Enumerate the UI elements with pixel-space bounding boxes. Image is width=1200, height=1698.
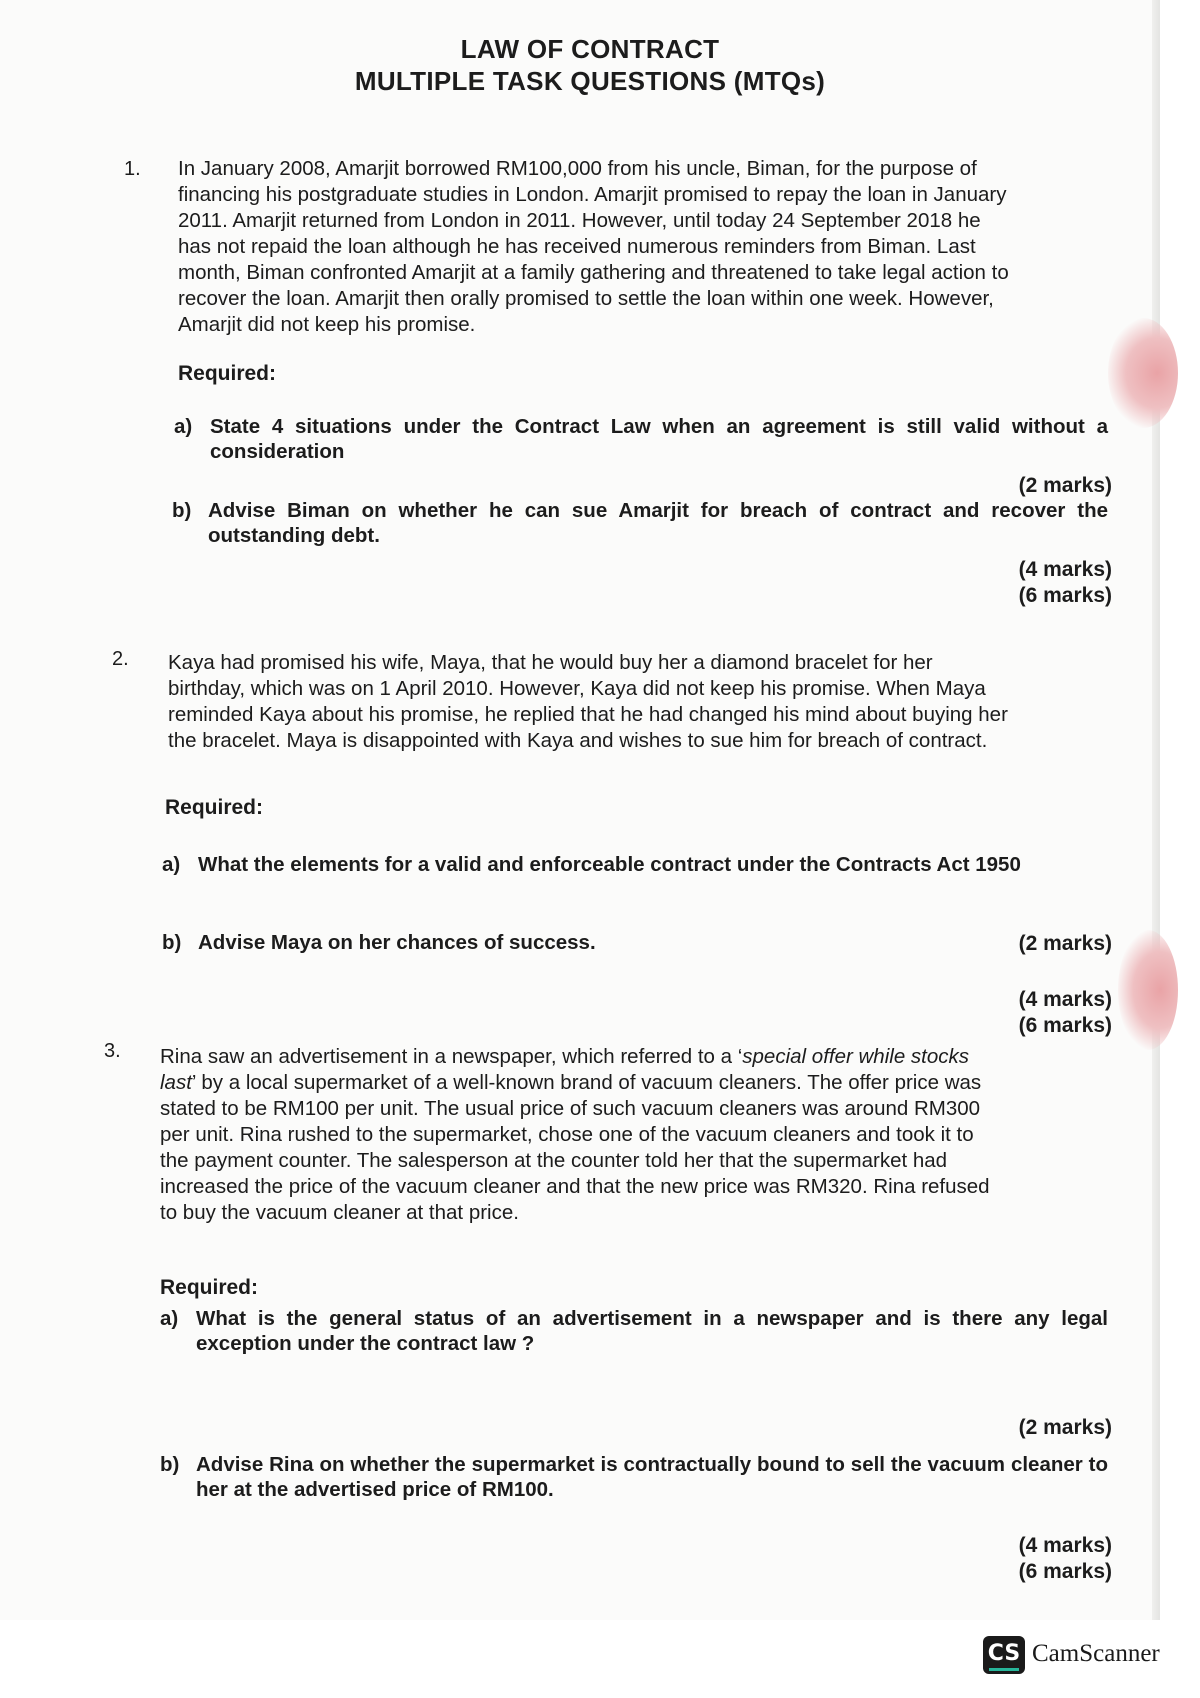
paragraph-line: reminded Kaya about his promise, he replied that he had changed his mind about buying her bbox=[168, 703, 1008, 726]
paragraph-line: the bracelet. Maya is disappointed with Kaya and wishes to sue him for breach of contract. bbox=[168, 729, 988, 752]
paragraph-line: has not repaid the loan although he has received numerous reminders from Biman. Last bbox=[178, 235, 976, 258]
question-part bbox=[160, 1452, 1108, 1504]
question-part bbox=[162, 852, 1108, 904]
question-part bbox=[172, 498, 1108, 550]
question-part bbox=[174, 414, 1108, 466]
finger-smudge bbox=[1118, 930, 1178, 1050]
paragraph-line: Amarjit did not keep his promise. bbox=[178, 313, 476, 336]
paragraph-text: Rina saw an advertisement in a newspaper, which referred to a ‘ bbox=[160, 1045, 743, 1068]
quoted-offer-text: last bbox=[160, 1071, 192, 1094]
question-number: 1. bbox=[124, 158, 141, 180]
paragraph-line bbox=[160, 1070, 1108, 1096]
part-marks: (4 marks) bbox=[1018, 988, 1112, 1011]
quoted-offer-text: special offer while stocks bbox=[742, 1045, 970, 1068]
part-text: Advise Rina on whether the supermarket is contractually bound to sell the vacuum cleaner to her at the advertised price of RM100. bbox=[196, 1453, 1108, 1501]
paragraph-line: the payment counter. The salesperson at the counter told her that the supermarket had bbox=[160, 1149, 948, 1172]
paragraph-line: increased the price of the vacuum cleaner and that the new price was RM320. Rina refused bbox=[160, 1175, 990, 1198]
part-letter: a) bbox=[162, 853, 181, 876]
paragraph-line: to buy the vacuum cleaner at that price. bbox=[160, 1201, 519, 1224]
part-marks: (4 marks) bbox=[1018, 1534, 1112, 1557]
question-part bbox=[160, 1306, 1108, 1358]
required-label: Required: bbox=[160, 1276, 259, 1299]
part-text: What the elements for a valid and enforceable contract under the Contracts Act 1950 bbox=[198, 853, 1021, 876]
paragraph-line: recover the loan. Amarjit then orally promised to settle the loan within one week. However, bbox=[178, 287, 994, 310]
question-paragraph bbox=[168, 650, 1108, 754]
part-text: Advise Maya on her chances of success. bbox=[198, 931, 596, 954]
document-title: LAW OF CONTRACT bbox=[460, 34, 720, 64]
required-label: Required: bbox=[178, 362, 277, 385]
camscanner-watermark: CamScanner bbox=[1032, 1640, 1160, 1667]
part-text: What is the general status of an advertisement in a newspaper and is there any legal exception under the contract law ? bbox=[196, 1307, 1108, 1355]
part-text: State 4 situations under the Contract Law when an agreement is still valid without a consideration bbox=[210, 415, 1108, 463]
paragraph-line: In January 2008, Amarjit borrowed RM100,000 from his uncle, Biman, for the purpose of bbox=[178, 157, 977, 180]
paragraph-text: ’ by a local supermarket of a well-known brand of vacuum cleaners. The offer price was bbox=[191, 1071, 982, 1094]
total-marks: (6 marks) bbox=[1018, 584, 1112, 607]
question-paragraph bbox=[178, 156, 1108, 338]
paragraph-line: birthday, which was on 1 April 2010. However, Kaya did not keep his promise. When Maya bbox=[168, 677, 986, 700]
part-letter: b) bbox=[160, 1453, 180, 1476]
paragraph-line: per unit. Rina rushed to the supermarket, chose one of the vacuum cleaners and took it to bbox=[160, 1123, 974, 1146]
question-part bbox=[162, 930, 902, 958]
paragraph-line: financing his postgraduate studies in London. Amarjit promised to repay the loan in January bbox=[178, 183, 1007, 206]
question-number: 2. bbox=[112, 648, 129, 670]
part-text: Advise Biman on whether he can sue Amarjit for breach of contract and recover the outstanding debt. bbox=[208, 499, 1108, 547]
part-marks: (2 marks) bbox=[1018, 474, 1112, 497]
document-subtitle: MULTIPLE TASK QUESTIONS (MTQs) bbox=[354, 66, 826, 96]
page-edge-shadow bbox=[1152, 0, 1160, 1620]
part-marks: (2 marks) bbox=[1018, 1416, 1112, 1439]
paragraph-line bbox=[160, 1044, 1108, 1070]
part-marks: (2 marks) bbox=[1018, 932, 1112, 955]
total-marks: (6 marks) bbox=[1018, 1560, 1112, 1583]
paragraph-line: month, Biman confronted Amarjit at a family gathering and threatened to take legal action to bbox=[178, 261, 1009, 284]
required-label: Required: bbox=[165, 796, 264, 819]
question-paragraph bbox=[160, 1044, 1108, 1226]
part-letter: a) bbox=[160, 1307, 179, 1330]
paragraph-line: 2011. Amarjit returned from London in 2011. However, until today 24 September 2018 he bbox=[178, 209, 981, 232]
part-letter: b) bbox=[172, 499, 192, 522]
paragraph-line: Kaya had promised his wife, Maya, that he would buy her a diamond bracelet for her bbox=[168, 651, 933, 674]
finger-smudge bbox=[1108, 318, 1178, 428]
camscanner-logo-icon: CS bbox=[983, 1636, 1025, 1674]
part-letter: a) bbox=[174, 415, 193, 438]
part-letter: b) bbox=[162, 931, 182, 954]
part-marks: (4 marks) bbox=[1018, 558, 1112, 581]
total-marks: (6 marks) bbox=[1018, 1014, 1112, 1037]
paragraph-line: stated to be RM100 per unit. The usual price of such vacuum cleaners was around RM300 bbox=[160, 1097, 981, 1120]
question-number: 3. bbox=[104, 1040, 121, 1062]
